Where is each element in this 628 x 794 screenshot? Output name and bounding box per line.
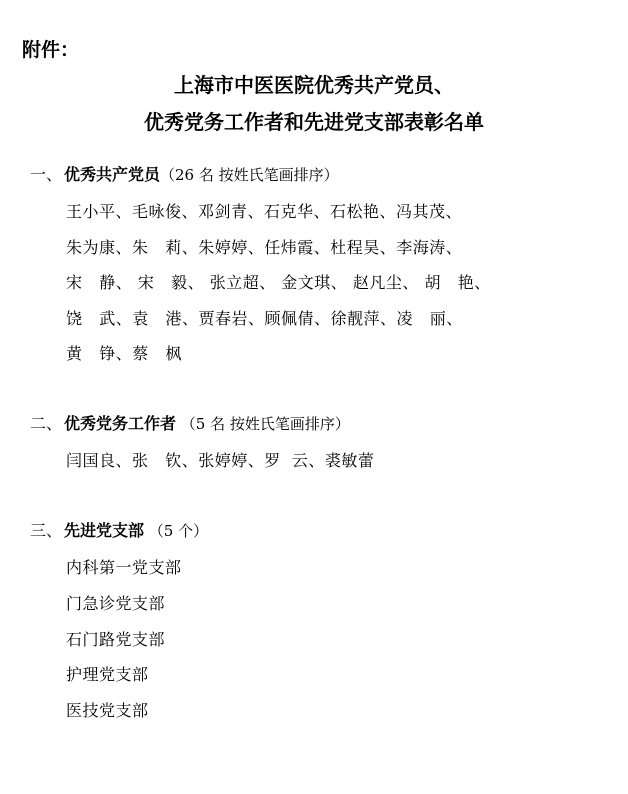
section-heading-advanced-branches — [30, 521, 208, 541]
section-title: 优秀共产党员 — [64, 165, 161, 184]
branch-list-item: 石门路党支部 — [66, 630, 166, 649]
name-list-line: 闫国良、张 钦、张婷婷、罗 云、裘敏蕾 — [66, 451, 375, 470]
section-number: 一、 — [30, 165, 63, 184]
section-note: （26 名 按姓氏笔画排序） — [160, 166, 339, 184]
branch-list-item: 护理党支部 — [66, 665, 149, 684]
section-note: （5 个） — [144, 522, 209, 540]
section-heading-outstanding-party-workers — [30, 414, 350, 434]
branch-list-item: 门急诊党支部 — [66, 594, 166, 613]
name-list-line: 朱为康、朱 莉、朱婷婷、任炜霞、杜程昊、李海涛、 — [66, 238, 463, 257]
section-number: 三、 — [30, 521, 63, 540]
document-title-line-1: 上海市中医医院优秀共产党员、 — [174, 73, 454, 97]
section-title: 先进党支部 — [64, 521, 145, 540]
name-list-line: 黄 铮、蔡 枫 — [66, 344, 183, 363]
section-heading-outstanding-members — [30, 165, 339, 185]
name-list-line: 王小平、毛咏俊、邓剑青、石克华、石松艳、冯其茂、 — [66, 202, 463, 221]
name-list-line: 饶 武、袁 港、贾春岩、顾佩倩、徐靓萍、凌 丽、 — [66, 309, 463, 328]
name-list-line: 宋 静、 宋 毅、 张立超、 金文琪、 赵凡尘、 胡 艳、 — [66, 273, 491, 292]
section-number: 二、 — [30, 414, 63, 433]
section-title: 优秀党务工作者 — [64, 414, 177, 433]
document-title-line-2: 优秀党务工作者和先进党支部表彰名单 — [144, 110, 484, 134]
section-note: （5 名 按姓氏笔画排序） — [176, 415, 350, 433]
attachment-label: 附件： — [22, 39, 80, 61]
branch-list-item: 内科第一党支部 — [66, 558, 182, 577]
branch-list-item: 医技党支部 — [66, 701, 149, 720]
